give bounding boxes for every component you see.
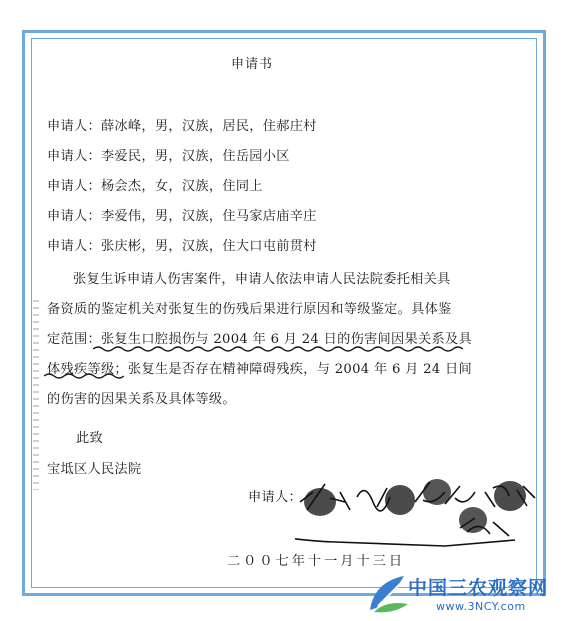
document-title: 申请书 [231, 57, 274, 72]
applicant-line: 申请人：张庆彬，男，汉族，住大口屯前贯村 [47, 239, 317, 254]
handwritten-underline [44, 372, 124, 380]
closing-salutation: 此致 [76, 431, 103, 446]
applicant-line: 申请人：李爱民，男，汉族，住岳园小区 [47, 149, 290, 164]
body-line: 备资质的鉴定机关对张复生的伤残后果进行原因和等级鉴定。具体鉴 [47, 302, 452, 317]
court-name: 宝坻区人民法院 [47, 462, 142, 477]
watermark-site-url: www.3NCY.com [436, 600, 526, 613]
scan-artifact [33, 300, 39, 490]
handwritten-signatures-with-fingerprints [295, 462, 545, 562]
body-line: 的伤害的因果关系及具体等级。 [47, 392, 236, 407]
applicant-line: 申请人：杨会杰，女，汉族，住同上 [47, 179, 263, 194]
body-line: 定范围：张复生口腔损伤与 2004 年 6 月 24 日的伤害间因果关系及具 [47, 332, 472, 347]
document-date: 二００七年十一月十三日 [227, 554, 406, 569]
body-line: 张复生诉申请人伤害案件，申请人依法申请人民法院委托相关具 [73, 272, 451, 287]
watermark-site-name: 中国三农观察网 [408, 577, 549, 599]
applicant-line: 申请人：李爱伟，男，汉族，住马家店庙辛庄 [47, 209, 317, 224]
handwritten-underline [93, 345, 463, 353]
applicant-line: 申请人：薛冰峰，男，汉族，居民，住郝庄村 [47, 119, 317, 134]
signature-label: 申请人： [248, 490, 302, 505]
body-line: 体残疾等级；张复生是否存在精神障碍残疾，与 2004 年 6 月 24 日间 [47, 362, 472, 377]
